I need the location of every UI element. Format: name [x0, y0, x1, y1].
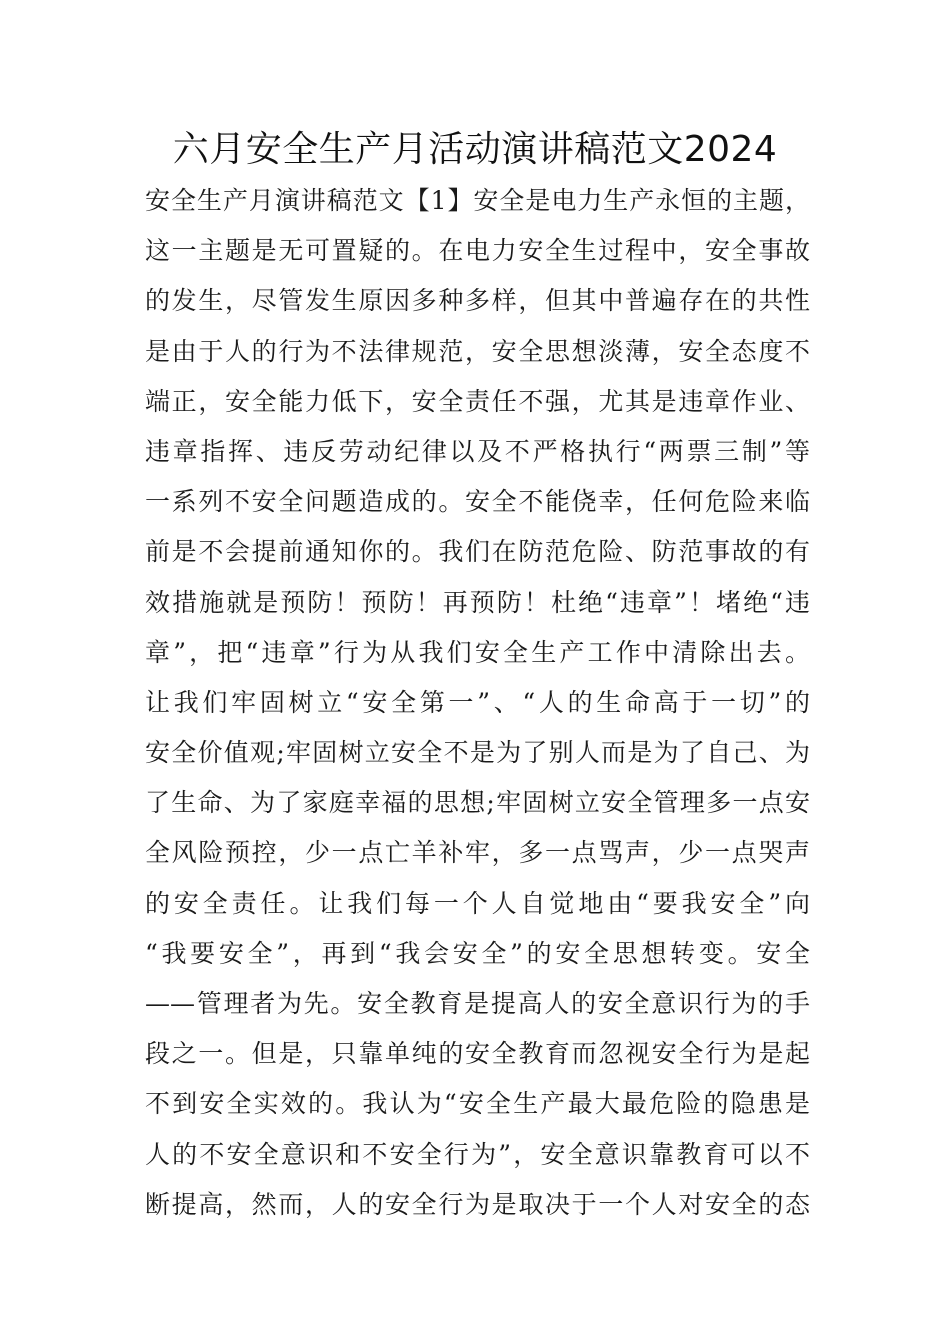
body-line: 一系列不安全问题造成的。安全不能侥幸，任何危险来临 [145, 487, 810, 517]
body-line: 章”，把“违章”行为从我们安全生产工作中清除出去。 [145, 637, 810, 667]
body-line: 段之一。但是，只靠单纯的安全教育而忽视安全行为是起 [145, 1039, 810, 1069]
body-line: 让我们牢固树立“安全第一”、“人的生命高于一切”的 [145, 687, 810, 717]
body-line: 了生命、为了家庭幸福的思想;牢固树立安全管理多一点安 [145, 788, 810, 818]
body-line: 的发生，尽管发生原因多种多样，但其中普遍存在的共性 [145, 286, 810, 316]
document-body [145, 176, 810, 1230]
body-line: 安全生产月演讲稿范文【1】安全是电力生产永恒的主题， [145, 186, 810, 215]
body-line: 全风险预控，少一点亡羊补牢，多一点骂声，少一点哭声 [145, 838, 810, 868]
body-line: 人的不安全意识和不安全行为”，安全意识靠教育可以不 [145, 1139, 810, 1169]
body-line: 前是不会提前通知你的。我们在防范危险、防范事故的有 [145, 537, 810, 567]
body-line: 是由于人的行为不法律规范，安全思想淡薄，安全态度不 [145, 336, 810, 366]
body-line: 断提高，然而，人的安全行为是取决于一个人对安全的态 [145, 1189, 810, 1219]
body-line: ——管理者为先。安全教育是提高人的安全意识行为的手 [145, 989, 810, 1018]
document-title: 六月安全生产月活动演讲稿范文2024 [172, 129, 778, 170]
body-line: 的安全责任。让我们每一个人自觉地由“要我安全”向 [145, 888, 810, 918]
body-line: 这一主题是无可置疑的。在电力安全生过程中，安全事故 [145, 236, 810, 266]
body-line: 效措施就是预防！预防！再预防！杜绝“违章”！堵绝“违 [145, 587, 810, 617]
body-line: 违章指挥、违反劳动纪律以及不严格执行“两票三制”等 [145, 436, 810, 466]
body-line: “我要安全”，再到“我会安全”的安全思想转变。安全 [145, 938, 810, 968]
body-line: 端正，安全能力低下，安全责任不强，尤其是违章作业、 [145, 386, 810, 416]
body-line: 安全价值观;牢固树立安全不是为了别人而是为了自己、为 [145, 738, 810, 768]
body-line: 不到安全实效的。我认为“安全生产最大最危险的隐患是 [145, 1089, 810, 1119]
